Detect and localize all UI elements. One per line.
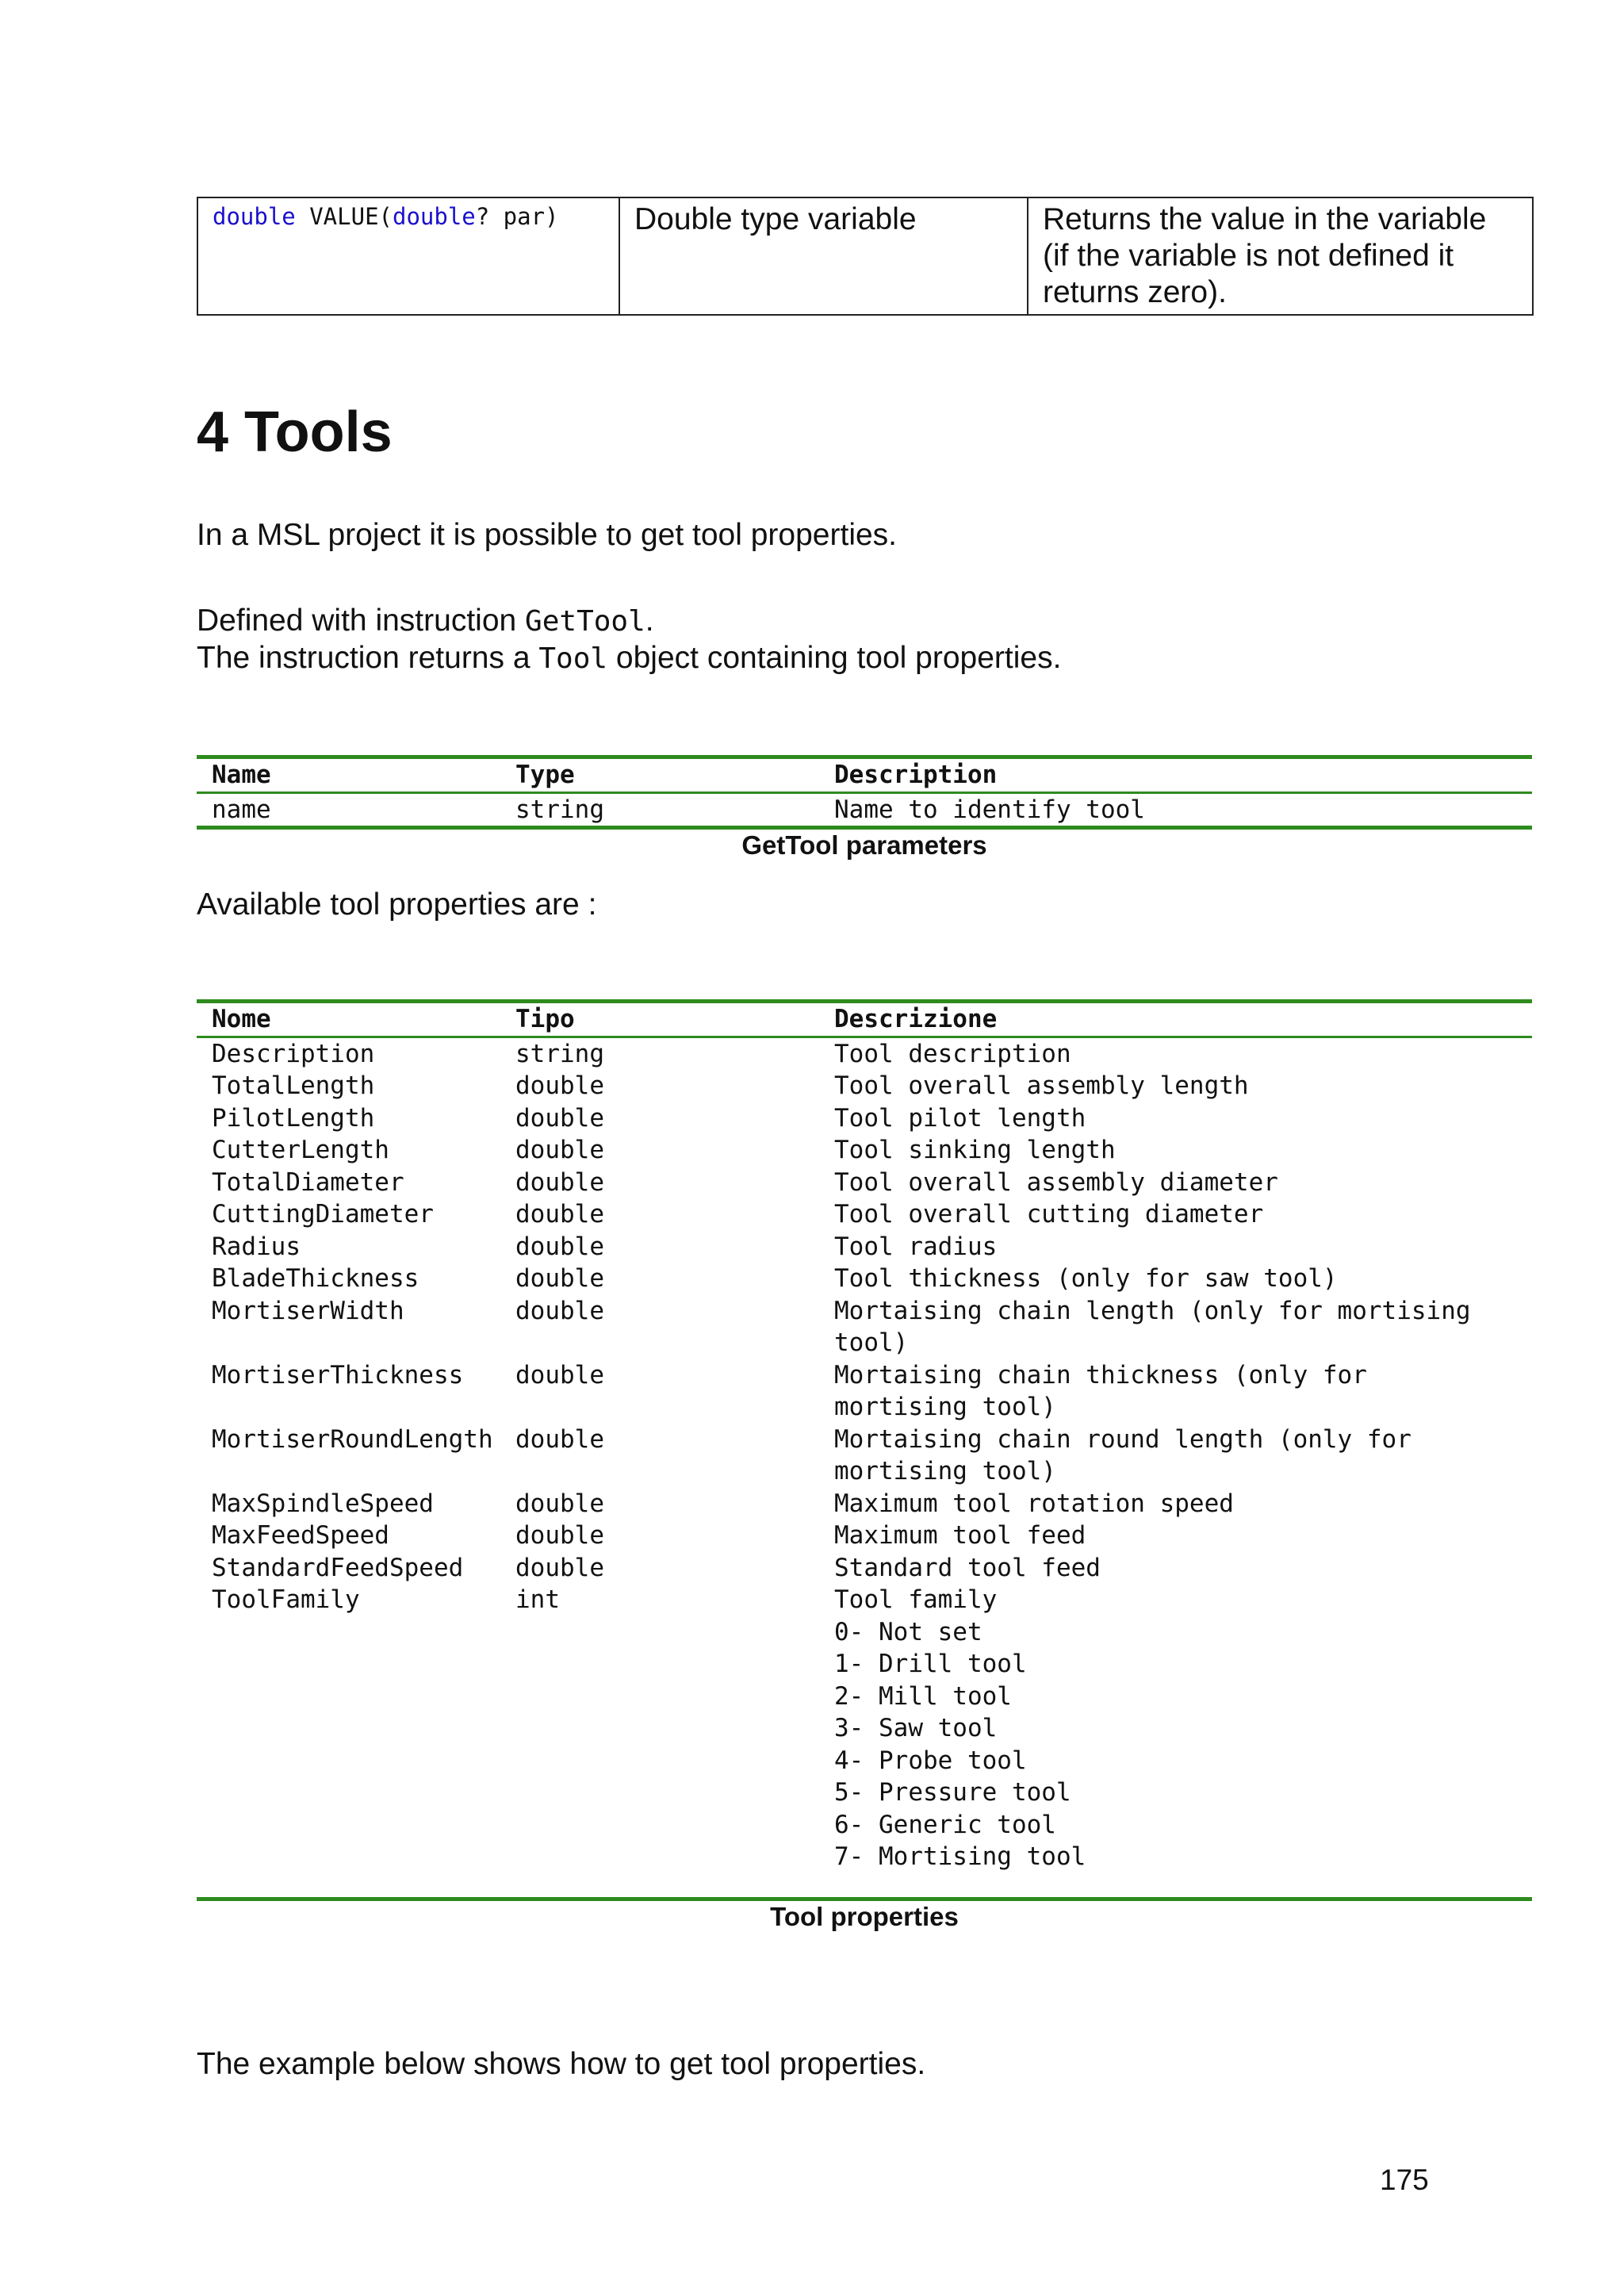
- cell-name: CuttingDiameter: [212, 1200, 434, 1228]
- description-line: Tool pilot length: [834, 1103, 1086, 1133]
- table-row: [197, 197, 1533, 315]
- cell-type: double: [515, 1424, 604, 1454]
- cell-type: double: [515, 1200, 604, 1228]
- cell-type: double: [515, 1360, 604, 1389]
- cell-description: [834, 1231, 1532, 1263]
- cell-name: Radius: [212, 1232, 301, 1261]
- cell-description: [834, 1584, 1532, 1873]
- table-row: [197, 1038, 1532, 1071]
- cell-type: double: [515, 1167, 604, 1197]
- cell-description: [834, 1198, 1532, 1231]
- code-tool: Tool: [538, 642, 608, 675]
- cell-description: [834, 1102, 1532, 1135]
- page-number: 175: [1380, 2164, 1429, 2196]
- cell-name: CutterLength: [212, 1136, 389, 1164]
- header-name: Name: [212, 761, 271, 789]
- signature-table: [197, 197, 1534, 316]
- cell-description: [834, 1520, 1532, 1552]
- table-row: [197, 1134, 1532, 1167]
- description-line: 7- Mortising tool: [834, 1842, 1086, 1871]
- code-gettool: GetTool: [525, 605, 645, 638]
- cell-name: MaxSpindleSpeed: [212, 1489, 434, 1518]
- description-line: tool): [834, 1328, 909, 1357]
- cell-name: name: [212, 795, 271, 824]
- cell-description: [834, 1167, 1532, 1199]
- intro-paragraph: In a MSL project it is possible to get tool properties.: [197, 518, 898, 552]
- description-line: Maximum tool feed: [834, 1521, 1086, 1550]
- cell-description: [834, 1263, 1532, 1295]
- cell-name: TotalDiameter: [212, 1167, 404, 1197]
- description-line: 5- Pressure tool: [834, 1778, 1071, 1807]
- keyword: double: [213, 203, 296, 230]
- description-line: Mortaising chain round length (only for: [834, 1424, 1411, 1454]
- description-line: Tool overall assembly diameter: [834, 1167, 1278, 1197]
- description-line: Tool sinking length: [834, 1136, 1116, 1164]
- keyword: double: [392, 203, 476, 230]
- cell-description: [834, 794, 1532, 826]
- description-line: 2- Mill tool: [834, 1681, 1012, 1711]
- signature-rest: ? par): [475, 203, 559, 230]
- description-line: Maximum tool rotation speed: [834, 1489, 1234, 1518]
- cell-type: double: [515, 1136, 604, 1164]
- header-type: Type: [515, 761, 575, 789]
- cell-type: double: [515, 1296, 604, 1325]
- cell-description: [834, 1070, 1532, 1102]
- cell-name: PilotLength: [212, 1103, 375, 1133]
- cell-description: [834, 1295, 1532, 1359]
- table-row: [197, 1295, 1532, 1359]
- example-paragraph: The example below shows how to get tool properties.: [197, 2047, 926, 2081]
- description-line: 6- Generic tool: [834, 1810, 1056, 1839]
- cell-description: [834, 1038, 1532, 1071]
- header-nome: Nome: [212, 1005, 271, 1033]
- defined-text: Defined with instruction: [197, 604, 526, 638]
- cell-description: [834, 1488, 1532, 1520]
- cell-type: double: [515, 1071, 604, 1100]
- cell-type: double: [515, 1521, 604, 1550]
- description-line: mortising tool): [834, 1457, 1056, 1485]
- table-row: [197, 1359, 1532, 1424]
- table-header-row: [197, 759, 1532, 792]
- description-line: Tool overall cutting diameter: [834, 1200, 1264, 1228]
- cell-name: BladeThickness: [212, 1264, 419, 1293]
- cell-name: MortiserRoundLength: [212, 1424, 493, 1454]
- table-row: [197, 794, 1532, 826]
- table-row: [197, 1167, 1532, 1199]
- params-table: [197, 755, 1532, 861]
- cell-name: Description: [212, 1039, 375, 1068]
- description-cell: Returns the value in the variable (if the variable is not defined it returns zero).: [1028, 197, 1533, 315]
- returns-text: The instruction returns a: [197, 641, 539, 675]
- table-row: [197, 1070, 1532, 1102]
- properties-caption: Tool properties: [770, 1901, 959, 1931]
- description-line: Mortaising chain thickness (only for: [834, 1360, 1367, 1389]
- cell-type: string: [515, 1039, 604, 1068]
- description-line: Name to identify tool: [834, 795, 1145, 824]
- table-row: [197, 1584, 1532, 1873]
- header-description: Description: [834, 761, 998, 789]
- cell-name: TotalLength: [212, 1071, 375, 1100]
- cell-type: double: [515, 1103, 604, 1133]
- cell-description: [834, 1552, 1532, 1585]
- signature-cell: [197, 197, 619, 315]
- cell-type: double: [515, 1232, 604, 1261]
- description-line: Mortaising chain length (only for mortising: [834, 1296, 1471, 1325]
- description-line: 4- Probe tool: [834, 1746, 1027, 1775]
- cell-type: double: [515, 1264, 604, 1293]
- description-line: Tool radius: [834, 1232, 998, 1261]
- table-row: [197, 1102, 1532, 1135]
- cell-name: MortiserThickness: [212, 1360, 464, 1389]
- description-line: mortising tool): [834, 1393, 1056, 1421]
- table-row: [197, 1263, 1532, 1295]
- header-tipo: Tipo: [515, 1005, 575, 1033]
- table-header-row: [197, 1003, 1532, 1036]
- cell-description: [834, 1134, 1532, 1167]
- cell-name: MaxFeedSpeed: [212, 1521, 389, 1550]
- defined-paragraph: [197, 603, 1061, 677]
- table-row: [197, 1488, 1532, 1520]
- defined-text-end: .: [645, 604, 654, 638]
- header-descrizione: Descrizione: [834, 1005, 998, 1033]
- table-row: [197, 1520, 1532, 1552]
- cell-type: string: [515, 795, 604, 824]
- description-line: Standard tool feed: [834, 1553, 1101, 1582]
- cell-type: double: [515, 1553, 604, 1582]
- type-cell: Double type variable: [619, 197, 1028, 315]
- description-line: Tool thickness (only for saw tool): [834, 1264, 1338, 1293]
- description-line: 3- Saw tool: [834, 1714, 998, 1742]
- description-line: Tool description: [834, 1039, 1071, 1068]
- params-caption: GetTool parameters: [741, 830, 987, 860]
- description-line: 0- Not set: [834, 1617, 982, 1646]
- cell-name: ToolFamily: [212, 1585, 360, 1614]
- cell-name: MortiserWidth: [212, 1296, 404, 1325]
- properties-table: [197, 999, 1532, 1933]
- table-row: [197, 1552, 1532, 1585]
- cell-type: double: [515, 1489, 604, 1518]
- function-name: VALUE(: [295, 203, 393, 230]
- cell-name: StandardFeedSpeed: [212, 1553, 464, 1582]
- table-row: [197, 1424, 1532, 1488]
- description-line: Tool family: [834, 1585, 998, 1614]
- table-row: [197, 1198, 1532, 1231]
- table-row: [197, 1231, 1532, 1263]
- cell-description: [834, 1359, 1532, 1424]
- available-paragraph: Available tool properties are :: [197, 887, 597, 922]
- cell-description: [834, 1424, 1532, 1488]
- returns-text-end: object containing tool properties.: [607, 641, 1062, 675]
- description-line: Tool overall assembly length: [834, 1071, 1249, 1100]
- section-title: 4 Tools: [197, 401, 393, 464]
- params-body: [197, 794, 1532, 826]
- properties-body: [197, 1038, 1532, 1897]
- description-line: 1- Drill tool: [834, 1650, 1027, 1678]
- cell-type: int: [515, 1585, 560, 1614]
